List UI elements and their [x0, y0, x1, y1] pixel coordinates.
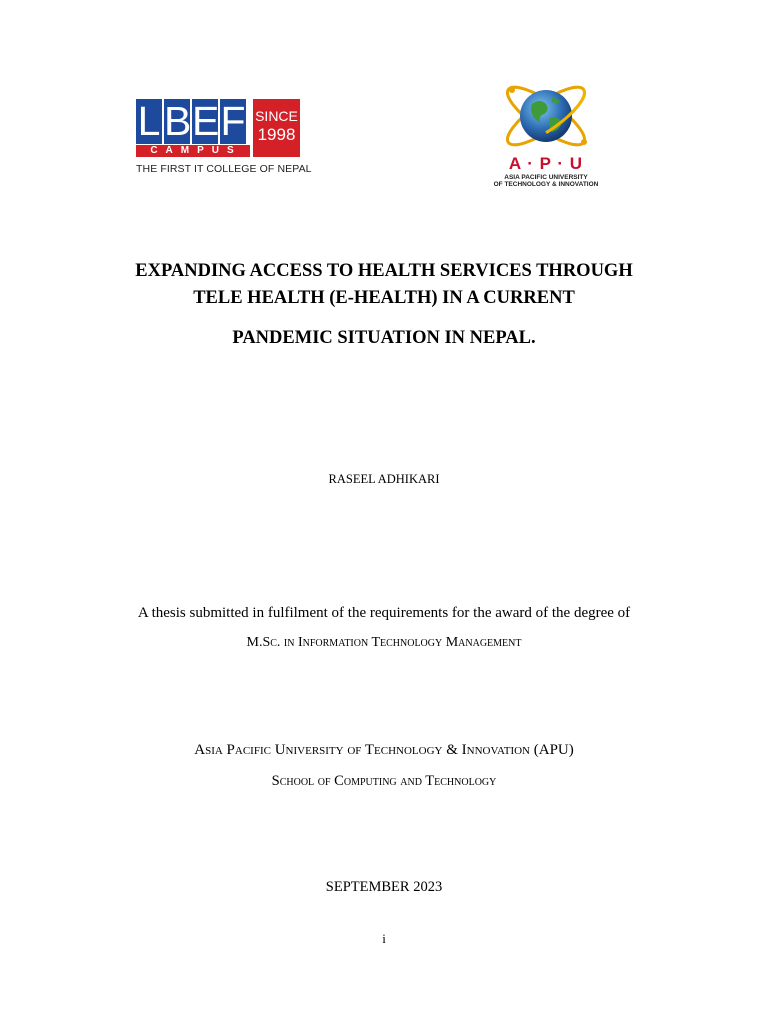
lbef-letter: E [192, 98, 220, 144]
university-name: Asia Pacific University of Technology & Innovation (APU) [194, 742, 574, 758]
lbef-since-label: SINCE [255, 108, 298, 124]
degree-name: M.Sc. in Information Technology Management [246, 635, 522, 650]
page-number: i [382, 931, 386, 946]
lbef-logo [136, 98, 312, 179]
apu-full-name [486, 174, 606, 188]
submission-date: SEPTEMBER 2023 [325, 879, 443, 895]
globe-atom-icon [498, 74, 594, 154]
lbef-tagline: THE FIRST IT COLLEGE OF NEPAL [136, 163, 312, 175]
apu-name-line1: ASIA PACIFIC UNIVERSITY [504, 174, 588, 181]
apu-letters: A · P · U [508, 154, 584, 173]
apu-logo [486, 74, 606, 192]
submission-statement: A thesis submitted in fulfilment of the requirements for the award of the degree of [137, 605, 631, 621]
lbef-letter: B [164, 98, 192, 144]
apu-name-line2: OF TECHNOLOGY & INNOVATION [493, 181, 599, 188]
author-name: RASEEL ADHIKARI [328, 472, 440, 486]
lbef-since-year: 1998 [257, 125, 296, 144]
thesis-title-line3: PANDEMIC SITUATION IN NEPAL. [232, 328, 536, 348]
school-name: School of Computing and Technology [271, 773, 497, 789]
thesis-title-line2: TELE HEALTH (E-HEALTH) IN A CURRENT [193, 288, 575, 308]
lbef-letter: L [137, 98, 161, 144]
lbef-campus-band: CAMPUS [136, 145, 250, 157]
lbef-letters [136, 99, 246, 144]
lbef-letter: F [220, 98, 246, 144]
thesis-title-line1: EXPANDING ACCESS TO HEALTH SERVICES THROUGH [135, 261, 633, 281]
lbef-since-badge [253, 99, 300, 157]
